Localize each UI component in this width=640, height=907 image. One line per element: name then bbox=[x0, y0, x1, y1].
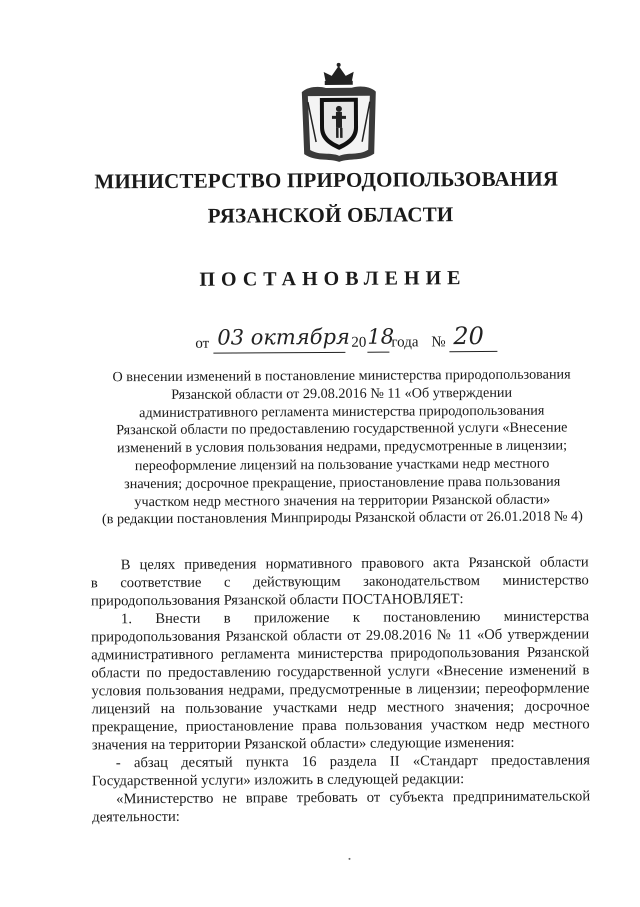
handwritten-date: 03 октября bbox=[217, 324, 350, 350]
scan-speck bbox=[348, 858, 350, 860]
body-line: природопользования Рязанской области ПОСТАНОВЛЯЕТ: bbox=[90, 591, 464, 610]
document-type-heading: ПОСТАНОВЛЕНИЕ bbox=[199, 267, 467, 291]
body-line: административного регламента министерства природопользования Рязанской bbox=[91, 644, 590, 664]
body-line: - абзац десятый пункта 16 раздела II «Стандарт предоставления bbox=[115, 752, 590, 772]
title-line: (в редакции постановления Минприроды Рязанской области от 26.01.2018 № 4) bbox=[101, 508, 583, 528]
handwritten-number: 20 bbox=[453, 321, 484, 351]
body-line: значения на территории Рязанской области» следующие изменения: bbox=[91, 734, 515, 754]
body-line: в соответствие с действующим законодательством министерство bbox=[90, 572, 589, 592]
title-line: Рязанской области от 29.08.2016 № 11 «Об утверждении bbox=[171, 384, 513, 403]
document-title bbox=[72, 366, 613, 529]
year-underline bbox=[367, 352, 389, 353]
title-line: переоформление лицензий на пользование участками недр местного bbox=[134, 455, 550, 475]
ministry-name-line2: РЯЗАНСКОЙ ОБЛАСТИ bbox=[207, 202, 454, 228]
body-line: Государственной услуги» изложить в следующей редакции: bbox=[91, 771, 465, 790]
body-line: прекращение, приостановление права пользования участком недр местного bbox=[91, 716, 590, 736]
title-line: О внесении изменений в постановление министерства природопользования bbox=[112, 366, 571, 386]
year-prefix: 20 bbox=[351, 334, 367, 351]
number-sign: № bbox=[431, 334, 446, 351]
coat-of-arms-emblem bbox=[298, 62, 381, 166]
body-line: «Министерство не вправе требовать от субъекта предпринимательской bbox=[116, 788, 591, 808]
handwritten-year: 18 bbox=[367, 324, 395, 349]
ministry-name-line1: МИНИСТЕРСТВО ПРИРОДОПОЛЬЗОВАНИЯ bbox=[94, 166, 559, 194]
document-body bbox=[91, 553, 591, 826]
date-prefix: от bbox=[195, 335, 210, 352]
body-line: деятельности: bbox=[92, 808, 180, 826]
year-suffix: года bbox=[391, 334, 419, 351]
title-line: административного регламента министерства природопользования bbox=[139, 402, 545, 421]
body-line: области по предоставлению государственной услуги «Внесение изменений в bbox=[91, 662, 590, 682]
body-line: природопользования Рязанской области от 29.08.2016 № 11 «Об утверждении bbox=[91, 626, 590, 646]
body-line: В целях приведения нормативного правового акта Рязанской области bbox=[120, 554, 589, 574]
body-line: лицензий на пользование участками недр местного значения; досрочное bbox=[91, 698, 590, 718]
date-number-line bbox=[191, 321, 521, 360]
number-underline bbox=[449, 351, 497, 352]
title-line: участком недр местного значения на территории Рязанской области» bbox=[134, 491, 551, 510]
title-line: значения; досрочное прекращение, приостановление права пользования bbox=[124, 473, 561, 492]
date-underline bbox=[213, 352, 345, 354]
title-line: изменений в условия пользования недрами, предусмотренные в лицензии; bbox=[116, 437, 568, 457]
body-line: условия пользования недрами, предусмотренные в лицензии; переоформление bbox=[91, 680, 590, 700]
body-line: 1. Внести в приложение к постановлению министерства bbox=[120, 608, 590, 628]
title-line: Рязанской области по предоставлению государственной услуги «Внесение bbox=[116, 419, 568, 439]
